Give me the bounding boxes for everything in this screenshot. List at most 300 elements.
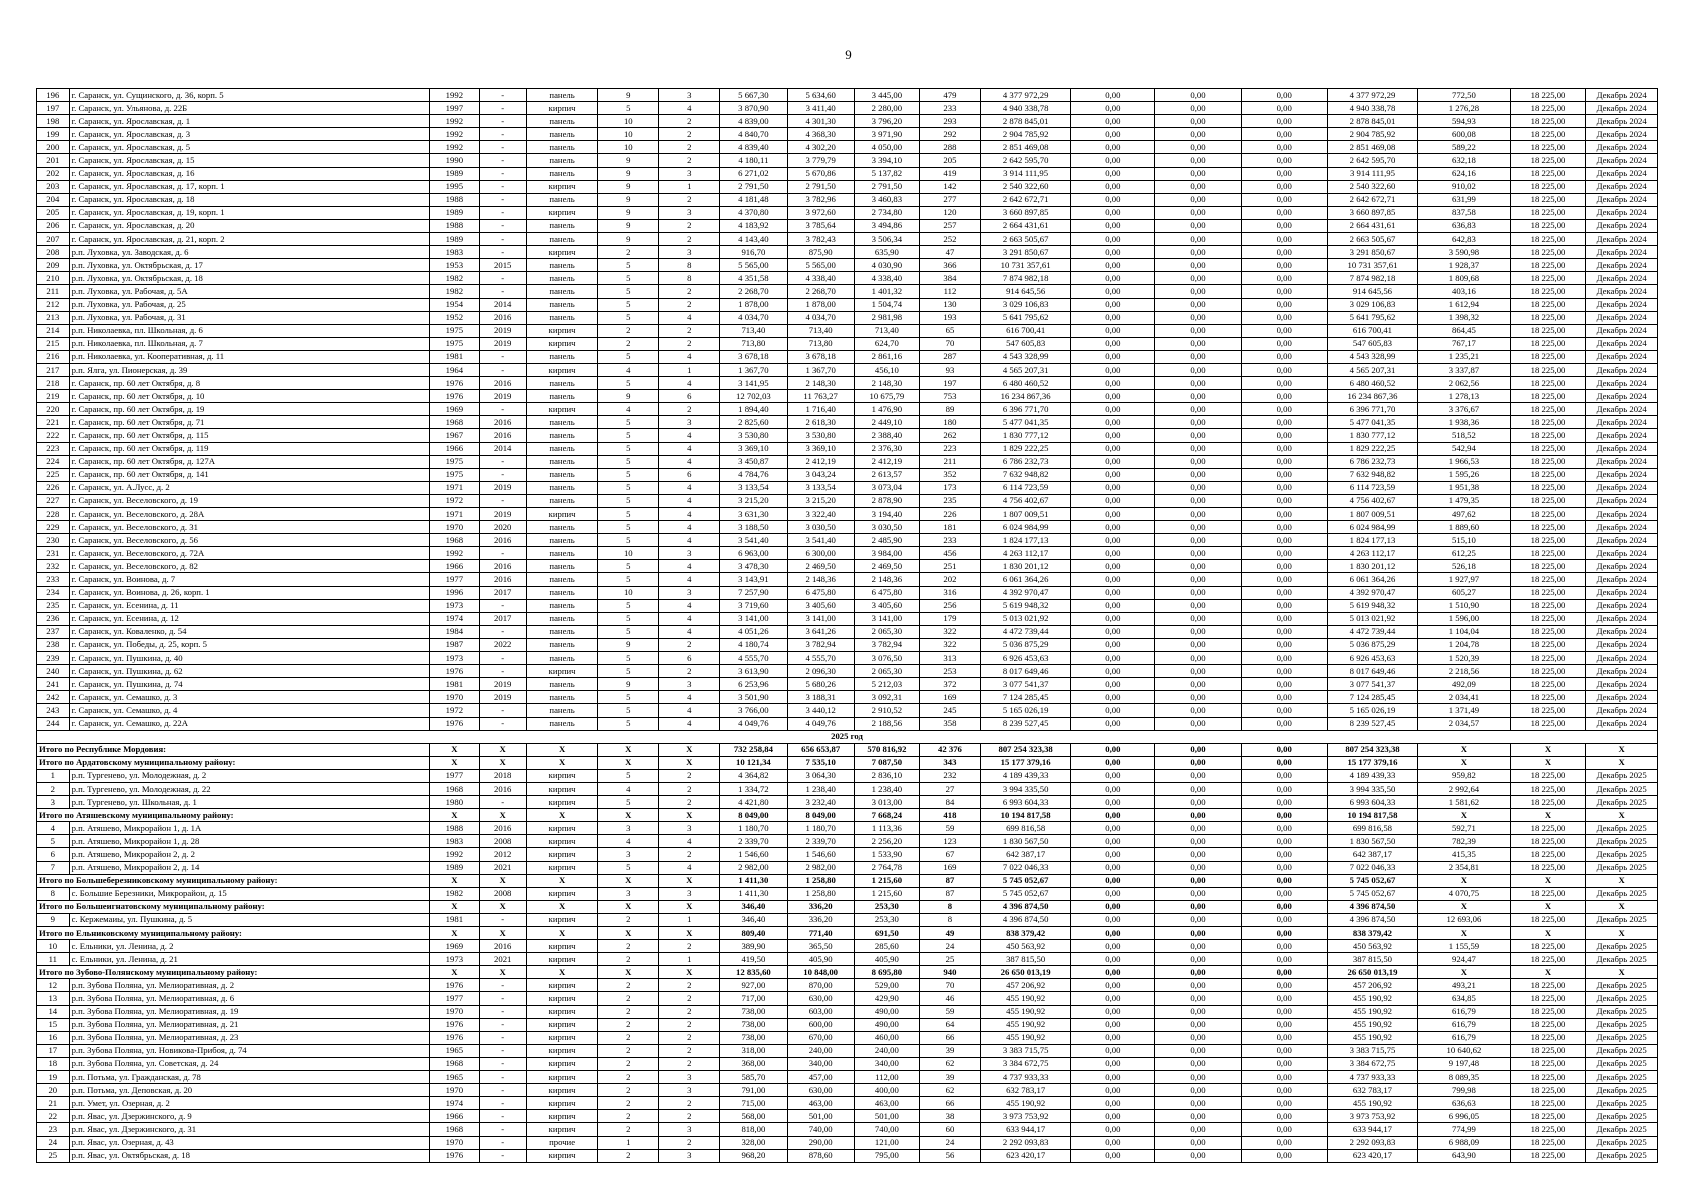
table-cell: 0,00 [1155,442,1241,455]
table-cell: 0,00 [1241,717,1327,730]
total-label: Итого по Республике Мордовия: [37,743,430,756]
table-cell: 2016 [479,377,526,390]
table-cell: 5 [598,599,659,612]
address-cell: р.п. Луховка, ул. Октябрьская, д. 18 [69,272,430,285]
table-cell: Декабрь 2025 [1586,887,1658,900]
table-cell: Декабрь 2024 [1586,377,1658,390]
table-cell: 0,00 [1071,206,1155,219]
table-cell: 6 114 723,59 [980,481,1070,494]
table-cell: 1966 [430,1110,479,1123]
total-cell: X [1586,966,1658,979]
table-cell: 6 480 460,52 [980,377,1070,390]
table-cell: 1 809,68 [1418,272,1511,285]
table-cell: 322 [919,625,980,638]
table-cell: кирпич [526,835,597,848]
table-cell: 630,00 [787,1084,854,1097]
row-number-cell: 226 [37,481,70,494]
table-cell: 5 036 875,29 [1327,638,1417,651]
table-cell: 3 782,96 [787,193,854,206]
table-cell: 2 791,50 [720,180,787,193]
table-cell: 0,00 [1071,508,1155,521]
table-cell: 2 148,30 [854,377,919,390]
table-cell: 4 370,80 [720,206,787,219]
table-cell: 3 [598,822,659,835]
total-cell: X [1586,756,1658,769]
table-cell: 5 [598,625,659,638]
table-cell: 292 [919,128,980,141]
total-cell: X [659,874,720,887]
table-cell: 2 449,10 [854,416,919,429]
table-cell: - [479,1123,526,1136]
table-cell: 0,00 [1071,285,1155,298]
table-cell: 1975 [430,455,479,468]
table-cell: 0,00 [1155,154,1241,167]
table-cell: 2 664 431,61 [1327,219,1417,232]
table-cell: 594,93 [1418,115,1511,128]
table-cell: 642 387,17 [980,848,1070,861]
table-cell: 1 367,70 [720,363,787,376]
table-cell: 0,00 [1241,416,1327,429]
table-cell: 455 190,92 [980,1018,1070,1031]
table-cell: кирпич [526,1044,597,1057]
row-number-cell: 22 [37,1110,70,1123]
table-cell: 0,00 [1155,769,1241,782]
table-cell: 1982 [430,285,479,298]
table-cell: 10 [598,128,659,141]
table-cell: 0,00 [1155,390,1241,403]
table-cell: 0,00 [1241,494,1327,507]
row-number-cell: 242 [37,691,70,704]
total-cell: X [430,743,479,756]
table-cell: 3 405,60 [787,599,854,612]
total-cell: 0,00 [1241,927,1327,940]
table-cell: 5 680,26 [787,678,854,691]
table-cell: 0,00 [1241,89,1327,102]
table-cell: 3 384 672,75 [980,1057,1070,1070]
table-cell: 4 737 933,33 [1327,1071,1417,1084]
address-cell: г. Саранск, пр. 60 лет Октября, д. 127А [69,455,430,468]
table-cell: 3 613,90 [720,665,787,678]
table-cell: 2 642 672,71 [1327,193,1417,206]
table-cell: 123 [919,835,980,848]
table-cell: Декабрь 2024 [1586,547,1658,560]
table-cell: 0,00 [1241,521,1327,534]
table-cell: Декабрь 2024 [1586,102,1658,115]
table-cell: 4 [659,534,720,547]
table-cell: 18 225,00 [1510,1149,1586,1162]
table-cell: 18 225,00 [1510,1071,1586,1084]
total-cell: 8 695,80 [854,966,919,979]
table-cell: 4 [659,599,720,612]
row-number-cell: 25 [37,1149,70,1162]
row-number-cell: 11 [37,953,70,966]
table-cell: 4 263 112,17 [980,547,1070,560]
table-cell: 3 194,40 [854,508,919,521]
table-cell: 0,00 [1155,285,1241,298]
table-cell: 1992 [430,848,479,861]
table-cell: 1 235,21 [1418,350,1511,363]
table-cell: 0,00 [1241,429,1327,442]
table-cell: 0,00 [1071,638,1155,651]
table-cell: 0,00 [1241,363,1327,376]
total-cell: X [659,927,720,940]
row-number-cell: 205 [37,206,70,219]
table-cell: 2 [659,115,720,128]
total-cell: 691,50 [854,927,919,940]
table-row [37,1097,1658,1110]
table-cell: 18 225,00 [1510,1005,1586,1018]
table-cell: 0,00 [1071,272,1155,285]
table-cell: 18 225,00 [1510,416,1586,429]
table-cell: 1965 [430,1044,479,1057]
address-cell: р.п. Николаевка, пл. Школьная, д. 7 [69,337,430,350]
table-cell: панель [526,468,597,481]
table-cell: 4 364,82 [720,769,787,782]
table-cell: 3 506,34 [854,233,919,246]
table-cell: 18 225,00 [1510,835,1586,848]
table-cell: 179 [919,612,980,625]
table-cell: 455 190,92 [1327,1097,1417,1110]
table-row [37,285,1658,298]
table-cell: 3 215,20 [720,494,787,507]
table-cell: кирпич [526,1057,597,1070]
total-cell: 656 653,87 [787,743,854,756]
table-cell: 0,00 [1241,1071,1327,1084]
table-cell: Декабрь 2024 [1586,298,1658,311]
table-cell: 3 971,90 [854,128,919,141]
row-number-cell: 225 [37,468,70,481]
row-number-cell: 208 [37,246,70,259]
total-cell: X [526,756,597,769]
table-cell: 3 077 541,37 [980,678,1070,691]
table-cell: Декабрь 2025 [1586,953,1658,966]
table-cell: 0,00 [1241,285,1327,298]
total-label: Итого по Зубово-Полянскому муниципальному району: [37,966,430,979]
row-number-cell: 244 [37,717,70,730]
table-cell: - [479,193,526,206]
table-cell: 3 766,00 [720,704,787,717]
total-cell: X [598,966,659,979]
table-row [37,377,1658,390]
total-cell: X [526,809,597,822]
table-cell: 0,00 [1071,115,1155,128]
table-cell: 0,00 [1071,848,1155,861]
table-cell: 3 782,94 [854,638,919,651]
table-cell: 0,00 [1155,599,1241,612]
table-cell: 193 [919,311,980,324]
table-cell: 2 540 322,60 [1327,180,1417,193]
table-cell: 4 302,20 [787,141,854,154]
table-cell: 0,00 [1241,560,1327,573]
table-cell: 6 114 723,59 [1327,481,1417,494]
table-cell: 3 394,10 [854,154,919,167]
table-cell: 2 [659,1097,720,1110]
row-number-cell: 204 [37,193,70,206]
table-cell: 0,00 [1071,1018,1155,1031]
table-cell: 0,00 [1071,573,1155,586]
table-cell: 1997 [430,102,479,115]
table-row [37,272,1658,285]
table-cell: 2 218,56 [1418,665,1511,678]
table-row [37,246,1658,259]
table-cell: Декабрь 2025 [1586,1044,1658,1057]
table-cell: 3 973 753,92 [980,1110,1070,1123]
total-cell: X [598,756,659,769]
table-cell: 0,00 [1071,416,1155,429]
table-cell: 0,00 [1155,822,1241,835]
table-cell: 0,00 [1071,1044,1155,1057]
table-cell: 1 215,60 [854,887,919,900]
table-cell: - [479,154,526,167]
table-cell: 4 [659,573,720,586]
table-cell: 0,00 [1155,586,1241,599]
table-cell: 2 148,30 [787,377,854,390]
table-cell: 616,79 [1418,1031,1511,1044]
table-cell: 2 268,70 [720,285,787,298]
address-cell: г. Саранск, ул. Ярославская, д. 21, корп. 2 [69,233,430,246]
table-cell: 3 [659,1071,720,1084]
table-cell: 0,00 [1241,1057,1327,1070]
table-cell: 636,63 [1418,1097,1511,1110]
table-cell: 2 [659,769,720,782]
table-cell: 6 988,09 [1418,1136,1511,1149]
table-cell: 340,00 [787,1057,854,1070]
table-cell: - [479,625,526,638]
table-cell: 1982 [430,887,479,900]
table-cell: 1969 [430,403,479,416]
table-cell: 616 700,41 [1327,324,1417,337]
table-cell: 93 [919,363,980,376]
table-cell: 916,70 [720,246,787,259]
table-cell: 0,00 [1155,625,1241,638]
table-row [37,560,1658,573]
table-cell: 18 225,00 [1510,180,1586,193]
table-cell: 1 951,38 [1418,481,1511,494]
table-cell: 479 [919,89,980,102]
table-cell: кирпич [526,1110,597,1123]
table-cell: 636,83 [1418,219,1511,232]
table-cell: 455 190,92 [980,1031,1070,1044]
address-cell: р.п. Луховка, ул. Заводская, д. 6 [69,246,430,259]
table-cell: 1992 [430,89,479,102]
total-cell: X [1586,927,1658,940]
address-cell: г. Саранск, пр. 60 лет Октября, д. 8 [69,377,430,390]
total-cell: X [526,927,597,940]
table-cell: 6 253,96 [720,678,787,691]
table-cell: 0,00 [1155,835,1241,848]
table-cell: 70 [919,337,980,350]
total-cell: 15 177 379,16 [980,756,1070,769]
table-cell: 501,00 [787,1110,854,1123]
table-body [37,89,1658,1163]
table-cell: 3 478,30 [720,560,787,573]
table-cell: 46 [919,992,980,1005]
table-cell: 2 [659,665,720,678]
table-cell: 2 [659,848,720,861]
table-cell: 1974 [430,1097,479,1110]
table-cell: 1 830 201,12 [1327,560,1417,573]
table-cell: 1 278,13 [1418,390,1511,403]
address-cell: р.п. Атяшево, Микрорайон 1, д. 1А [69,822,430,835]
table-cell: 365,50 [787,940,854,953]
table-cell: 18 225,00 [1510,508,1586,521]
table-cell: кирпич [526,796,597,809]
table-cell: 738,00 [720,1031,787,1044]
table-cell: Декабрь 2025 [1586,782,1658,795]
table-cell: 0,00 [1241,612,1327,625]
total-cell: X [1418,927,1511,940]
address-cell: г. Саранск, ул. Воинова, д. 7 [69,573,430,586]
table-cell: 3 994 335,50 [1327,782,1417,795]
table-cell: 18 225,00 [1510,1084,1586,1097]
table-cell: 4 [659,625,720,638]
total-cell: X [430,927,479,940]
table-cell: - [479,547,526,560]
table-cell: 4 756 402,67 [1327,494,1417,507]
table-cell: 0,00 [1155,612,1241,625]
table-cell: 0,00 [1155,494,1241,507]
row-number-cell: 17 [37,1044,70,1057]
table-cell: 232 [919,769,980,782]
table-cell: 2 062,56 [1418,377,1511,390]
row-number-cell: 19 [37,1071,70,1084]
table-cell: 2017 [479,612,526,625]
table-cell: 202 [919,573,980,586]
table-row [37,848,1658,861]
table-cell: 4 351,58 [720,272,787,285]
table-row [37,1044,1658,1057]
table-cell: 4 [598,403,659,416]
table-cell: 3 914 111,95 [980,167,1070,180]
table-cell: 18 225,00 [1510,442,1586,455]
table-cell: 6 300,00 [787,547,854,560]
total-cell: 807 254 323,38 [1327,743,1417,756]
table-cell: - [479,1057,526,1070]
table-cell: 18 225,00 [1510,298,1586,311]
table-cell: прочие [526,1136,597,1149]
table-cell: 1 510,90 [1418,599,1511,612]
address-cell: г. Саранск, ул. Ярославская, д. 15 [69,154,430,167]
table-cell: 4 396 874,50 [980,913,1070,926]
table-row [37,259,1658,272]
table-cell: 277 [919,193,980,206]
address-cell: г. Саранск, ул. Ярославская, д. 16 [69,167,430,180]
table-cell: 632 783,17 [980,1084,1070,1097]
table-cell: 18 225,00 [1510,769,1586,782]
address-cell: г. Саранск, ул. Ярославская, д. 5 [69,141,430,154]
table-cell: 2019 [479,678,526,691]
table-cell: 0,00 [1071,665,1155,678]
table-cell: 2 388,40 [854,429,919,442]
table-cell: 2 [659,324,720,337]
table-cell: 18 225,00 [1510,979,1586,992]
table-cell: 1965 [430,1071,479,1084]
total-cell: X [479,809,526,822]
table-cell: 0,00 [1155,678,1241,691]
table-cell: 616,79 [1418,1018,1511,1031]
table-cell: 1982 [430,272,479,285]
table-cell: 5 [598,521,659,534]
table-cell: - [479,494,526,507]
table-cell: 526,18 [1418,560,1511,573]
table-cell: 1969 [430,940,479,953]
total-cell: 0,00 [1071,874,1155,887]
table-cell: 0,00 [1241,652,1327,665]
table-cell: 64 [919,1018,980,1031]
table-cell: Декабрь 2024 [1586,337,1658,350]
table-cell: 1 411,30 [720,887,787,900]
total-cell: X [1418,966,1511,979]
total-cell: X [1586,743,1658,756]
table-cell: 18 225,00 [1510,940,1586,953]
row-number-cell: 213 [37,311,70,324]
table-cell: 18 225,00 [1510,468,1586,481]
table-cell: 3 [659,678,720,691]
table-cell: 25 [919,953,980,966]
table-cell: - [479,1018,526,1031]
address-cell: г. Саранск, пр. 60 лет Октября, д. 119 [69,442,430,455]
table-cell: 547 605,83 [1327,337,1417,350]
table-cell: 0,00 [1241,547,1327,560]
total-cell: 940 [919,966,980,979]
table-cell: 18 225,00 [1510,350,1586,363]
table-cell: 1 830 777,12 [1327,429,1417,442]
table-cell: 455 190,92 [980,1097,1070,1110]
row-number-cell: 21 [37,1097,70,1110]
table-cell: Декабрь 2024 [1586,89,1658,102]
table-cell: 3 188,50 [720,521,787,534]
table-cell: 2 354,81 [1418,861,1511,874]
total-cell: 0,00 [1071,966,1155,979]
table-cell: 2 836,10 [854,769,919,782]
total-cell: 5 745 052,67 [1327,874,1417,887]
year-header-cell: 2025 год [37,730,1658,743]
table-cell: 1990 [430,154,479,167]
table-cell: 9 [598,206,659,219]
table-cell: 4 338,40 [787,272,854,285]
table-cell: 3 631,30 [720,508,787,521]
table-cell: 3 530,80 [787,429,854,442]
table-cell: - [479,1071,526,1084]
table-cell: 6 926 453,63 [1327,652,1417,665]
table-cell: 7 022 046,33 [980,861,1070,874]
address-cell: г. Саранск, ул. Пушкина, д. 62 [69,665,430,678]
table-cell: панель [526,494,597,507]
table-cell: 0,00 [1155,953,1241,966]
address-cell: г. Саранск, ул. Сущинского, д. 36, корп. 5 [69,89,430,102]
table-cell: 8 [659,259,720,272]
table-cell: 497,62 [1418,508,1511,521]
table-cell: кирпич [526,822,597,835]
table-cell: 5 477 041,35 [1327,416,1417,429]
table-cell: Декабрь 2025 [1586,1057,1658,1070]
table-cell: 1 238,40 [854,782,919,795]
table-cell: 5 [598,704,659,717]
table-cell: 2016 [479,311,526,324]
table-cell: 0,00 [1071,913,1155,926]
total-row [37,874,1658,887]
table-cell: 740,00 [787,1123,854,1136]
table-cell: 1966 [430,560,479,573]
table-cell: 384 [919,272,980,285]
table-cell: 2 791,50 [854,180,919,193]
table-cell: панель [526,612,597,625]
table-cell: 3 [659,206,720,219]
table-cell: 62 [919,1057,980,1070]
table-cell: 713,80 [720,337,787,350]
table-cell: 2 642 595,70 [980,154,1070,167]
table-cell: 0,00 [1155,141,1241,154]
